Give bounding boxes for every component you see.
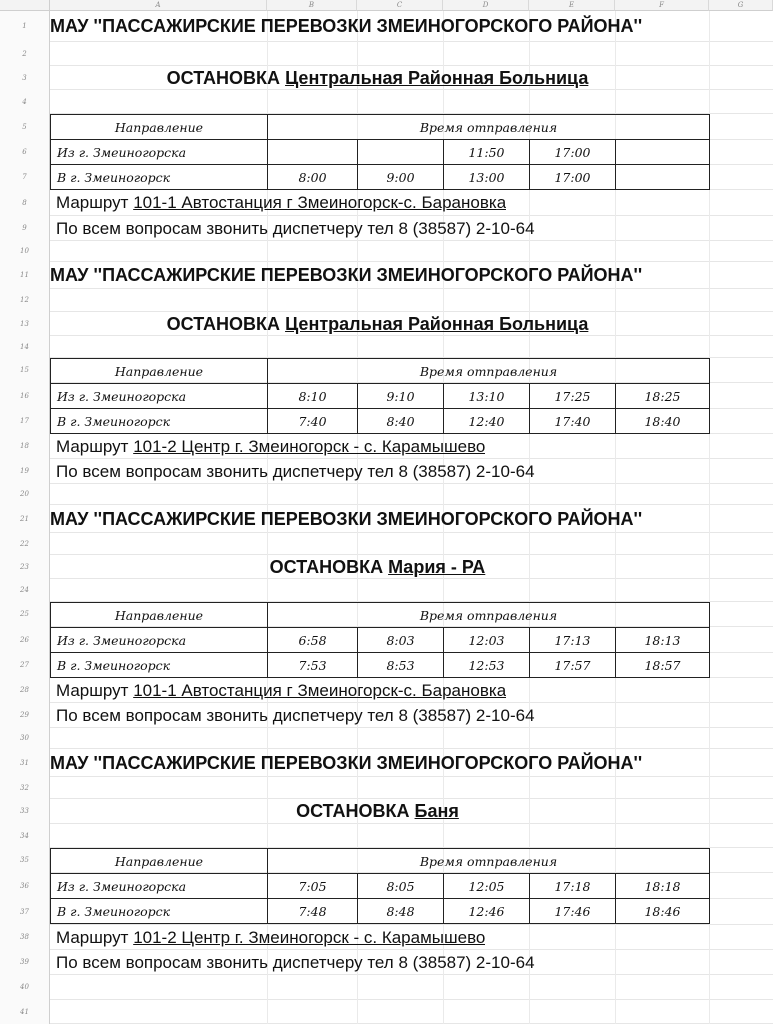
row-header-29[interactable]: 29 xyxy=(0,703,50,728)
row-header-31[interactable]: 31 xyxy=(0,749,50,777)
row-header-3[interactable]: 3 xyxy=(0,66,50,90)
departure-time: 12:03 xyxy=(444,628,530,653)
column-header-f[interactable]: F xyxy=(615,0,709,11)
row-header-2[interactable]: 2 xyxy=(0,42,50,66)
route-prefix: Маршрут xyxy=(56,437,129,456)
departure-time: 7:53 xyxy=(268,653,358,678)
table-header-row xyxy=(51,359,710,384)
row-header-11[interactable]: 11 xyxy=(0,262,50,289)
direction-header: Направление xyxy=(51,849,268,874)
route-line xyxy=(56,678,506,703)
row-header-5[interactable]: 5 xyxy=(0,114,50,140)
schedule-table xyxy=(50,848,710,924)
row-header-1[interactable]: 1 xyxy=(0,11,50,42)
route-line xyxy=(56,434,485,459)
stop-name: Баня xyxy=(414,801,459,821)
row-header-12[interactable]: 12 xyxy=(0,289,50,312)
departure-time: 8:05 xyxy=(358,874,444,899)
row-header-27[interactable]: 27 xyxy=(0,653,50,678)
departure-time-header: Время отправления xyxy=(268,603,710,628)
row-header-21[interactable]: 21 xyxy=(0,505,50,533)
dispatcher-contact: По всем вопросам звонить диспетчеру тел 8 (38587) 2-10-64 xyxy=(56,953,535,972)
table-row-to-row xyxy=(51,899,710,924)
row-header-8[interactable]: 8 xyxy=(0,190,50,216)
departure-time xyxy=(616,165,710,190)
direction-label: Из г. Змеиногорска xyxy=(51,140,268,165)
table-row-from-row xyxy=(51,628,710,653)
dispatcher-contact: По всем вопросам звонить диспетчеру тел 8 (38587) 2-10-64 xyxy=(56,706,535,725)
row-header-41[interactable]: 41 xyxy=(0,1000,50,1024)
row-header-34[interactable]: 34 xyxy=(0,824,50,848)
row-header-33[interactable]: 33 xyxy=(0,799,50,824)
row-gridline xyxy=(50,999,773,1000)
row-header-20[interactable]: 20 xyxy=(0,484,50,505)
departure-time: 8:10 xyxy=(268,384,358,409)
departure-time: 18:40 xyxy=(616,409,710,434)
departure-time: 9:10 xyxy=(358,384,444,409)
row-header-24[interactable]: 24 xyxy=(0,579,50,602)
departure-time: 17:40 xyxy=(530,409,616,434)
column-header-e[interactable]: E xyxy=(529,0,615,11)
table-header-row xyxy=(51,849,710,874)
stop-prefix: ОСТАНОВКА xyxy=(166,68,281,88)
departure-time: 6:58 xyxy=(268,628,358,653)
stop-name: Центральная Районная Больница xyxy=(285,68,589,88)
table-row-from-row xyxy=(51,384,710,409)
direction-label: В г. Змеиногорск xyxy=(51,165,268,190)
departure-time: 17:00 xyxy=(530,140,616,165)
direction-header: Направление xyxy=(51,603,268,628)
row-header-17[interactable]: 17 xyxy=(0,409,50,434)
direction-header: Направление xyxy=(51,359,268,384)
direction-label: В г. Змеиногорск xyxy=(51,653,268,678)
departure-time: 17:18 xyxy=(530,874,616,899)
row-header-39[interactable]: 39 xyxy=(0,950,50,975)
table-header-row xyxy=(51,603,710,628)
row-header-6[interactable]: 6 xyxy=(0,140,50,165)
row-header-30[interactable]: 30 xyxy=(0,728,50,749)
departure-time: 8:40 xyxy=(358,409,444,434)
departure-time: 17:13 xyxy=(530,628,616,653)
route-prefix: Маршрут xyxy=(56,928,129,947)
table-row-to-row xyxy=(51,409,710,434)
table-header-row xyxy=(51,115,710,140)
row-header-16[interactable]: 16 xyxy=(0,383,50,409)
row-header-32[interactable]: 32 xyxy=(0,777,50,799)
company-title: МАУ ''ПАССАЖИРСКИЕ ПЕРЕВОЗКИ ЗМЕИНОГОРСКОГО РАЙОНА'' xyxy=(50,509,643,529)
departure-time: 7:05 xyxy=(268,874,358,899)
departure-time: 12:05 xyxy=(444,874,530,899)
row-header-4[interactable]: 4 xyxy=(0,90,50,114)
row-header-26[interactable]: 26 xyxy=(0,627,50,653)
route-name: 101-2 Центр г. Змеиногорск - с. Карамышево xyxy=(133,928,486,947)
schedule-table xyxy=(50,358,710,434)
schedule-table xyxy=(50,114,710,190)
row-header-10[interactable]: 10 xyxy=(0,241,50,262)
stop-prefix: ОСТАНОВКА xyxy=(296,801,410,821)
departure-time: 12:46 xyxy=(444,899,530,924)
departure-time: 7:48 xyxy=(268,899,358,924)
direction-label: Из г. Змеиногорска xyxy=(51,874,268,899)
row-header-35[interactable]: 35 xyxy=(0,848,50,873)
dispatcher-contact: По всем вопросам звонить диспетчеру тел 8 (38587) 2-10-64 xyxy=(56,462,535,481)
departure-time: 8:48 xyxy=(358,899,444,924)
row-header-19[interactable]: 19 xyxy=(0,459,50,484)
departure-time xyxy=(358,140,444,165)
stop-title xyxy=(50,799,705,824)
row-header-14[interactable]: 14 xyxy=(0,336,50,358)
departure-time: 8:00 xyxy=(268,165,358,190)
stop-title xyxy=(50,66,705,90)
departure-time: 18:13 xyxy=(616,628,710,653)
departure-time-header: Время отправления xyxy=(268,115,710,140)
row-header-7[interactable]: 7 xyxy=(0,165,50,190)
column-header-g[interactable]: G xyxy=(709,0,773,11)
direction-header: Направление xyxy=(51,115,268,140)
row-header-15[interactable]: 15 xyxy=(0,358,50,383)
column-header-c[interactable]: C xyxy=(357,0,443,11)
route-line xyxy=(56,190,506,216)
row-header-23[interactable]: 23 xyxy=(0,555,50,579)
company-title: МАУ ''ПАССАЖИРСКИЕ ПЕРЕВОЗКИ ЗМЕИНОГОРСКОГО РАЙОНА'' xyxy=(50,16,643,36)
departure-time: 18:46 xyxy=(616,899,710,924)
stop-title xyxy=(50,312,705,336)
table-row-to-row xyxy=(51,653,710,678)
company-title: МАУ ''ПАССАЖИРСКИЕ ПЕРЕВОЗКИ ЗМЕИНОГОРСКОГО РАЙОНА'' xyxy=(50,265,643,285)
row-header-18[interactable]: 18 xyxy=(0,434,50,459)
departure-time-header: Время отправления xyxy=(268,849,710,874)
stop-prefix: ОСТАНОВКА xyxy=(166,314,281,334)
stop-name: Мария - РА xyxy=(388,557,486,577)
direction-label: В г. Змеиногорск xyxy=(51,899,268,924)
table-row-from-row xyxy=(51,140,710,165)
departure-time xyxy=(616,140,710,165)
departure-time: 17:00 xyxy=(530,165,616,190)
table-row-to-row xyxy=(51,165,710,190)
direction-label: Из г. Змеиногорска xyxy=(51,384,268,409)
row-header-25[interactable]: 25 xyxy=(0,602,50,627)
column-header-d[interactable]: D xyxy=(443,0,529,11)
departure-time: 18:18 xyxy=(616,874,710,899)
row-header-13[interactable]: 13 xyxy=(0,312,50,336)
departure-time: 7:40 xyxy=(268,409,358,434)
route-name: 101-2 Центр г. Змеиногорск - с. Карамышево xyxy=(133,437,486,456)
dispatcher-contact: По всем вопросам звонить диспетчеру тел 8 (38587) 2-10-64 xyxy=(56,219,535,238)
departure-time: 9:00 xyxy=(358,165,444,190)
route-name: 101-1 Автостанция г Змеиногорск-с. Барановка xyxy=(133,681,507,700)
row-header-36[interactable]: 36 xyxy=(0,873,50,899)
departure-time xyxy=(268,140,358,165)
departure-time: 13:00 xyxy=(444,165,530,190)
table-row-from-row xyxy=(51,874,710,899)
departure-time-header: Время отправления xyxy=(268,359,710,384)
departure-time: 18:57 xyxy=(616,653,710,678)
departure-time: 12:53 xyxy=(444,653,530,678)
row-header-9[interactable]: 9 xyxy=(0,216,50,241)
row-header-28[interactable]: 28 xyxy=(0,678,50,703)
stop-name: Центральная Районная Больница xyxy=(285,314,589,334)
column-header-b[interactable]: B xyxy=(267,0,357,11)
route-line xyxy=(56,925,485,950)
route-prefix: Маршрут xyxy=(56,681,129,700)
direction-label: Из г. Змеиногорска xyxy=(51,628,268,653)
departure-time: 18:25 xyxy=(616,384,710,409)
stop-prefix: ОСТАНОВКА xyxy=(269,557,384,577)
departure-time: 13:10 xyxy=(444,384,530,409)
row-header-40[interactable]: 40 xyxy=(0,975,50,1000)
company-title: МАУ ''ПАССАЖИРСКИЕ ПЕРЕВОЗКИ ЗМЕИНОГОРСКОГО РАЙОНА'' xyxy=(50,753,643,773)
row-header-37[interactable]: 37 xyxy=(0,899,50,925)
departure-time: 17:46 xyxy=(530,899,616,924)
row-header-38[interactable]: 38 xyxy=(0,925,50,950)
direction-label: В г. Змеиногорск xyxy=(51,409,268,434)
route-name: 101-1 Автостанция г Змеиногорск-с. Барановка xyxy=(133,193,507,212)
departure-time: 17:57 xyxy=(530,653,616,678)
departure-time: 12:40 xyxy=(444,409,530,434)
row-header-22[interactable]: 22 xyxy=(0,533,50,555)
column-header-a[interactable]: A xyxy=(50,0,267,11)
schedule-table xyxy=(50,602,710,678)
route-prefix: Маршрут xyxy=(56,193,129,212)
departure-time: 8:53 xyxy=(358,653,444,678)
departure-time: 11:50 xyxy=(444,140,530,165)
stop-title xyxy=(50,555,705,579)
departure-time: 17:25 xyxy=(530,384,616,409)
select-all-corner[interactable] xyxy=(0,0,50,11)
departure-time: 8:03 xyxy=(358,628,444,653)
